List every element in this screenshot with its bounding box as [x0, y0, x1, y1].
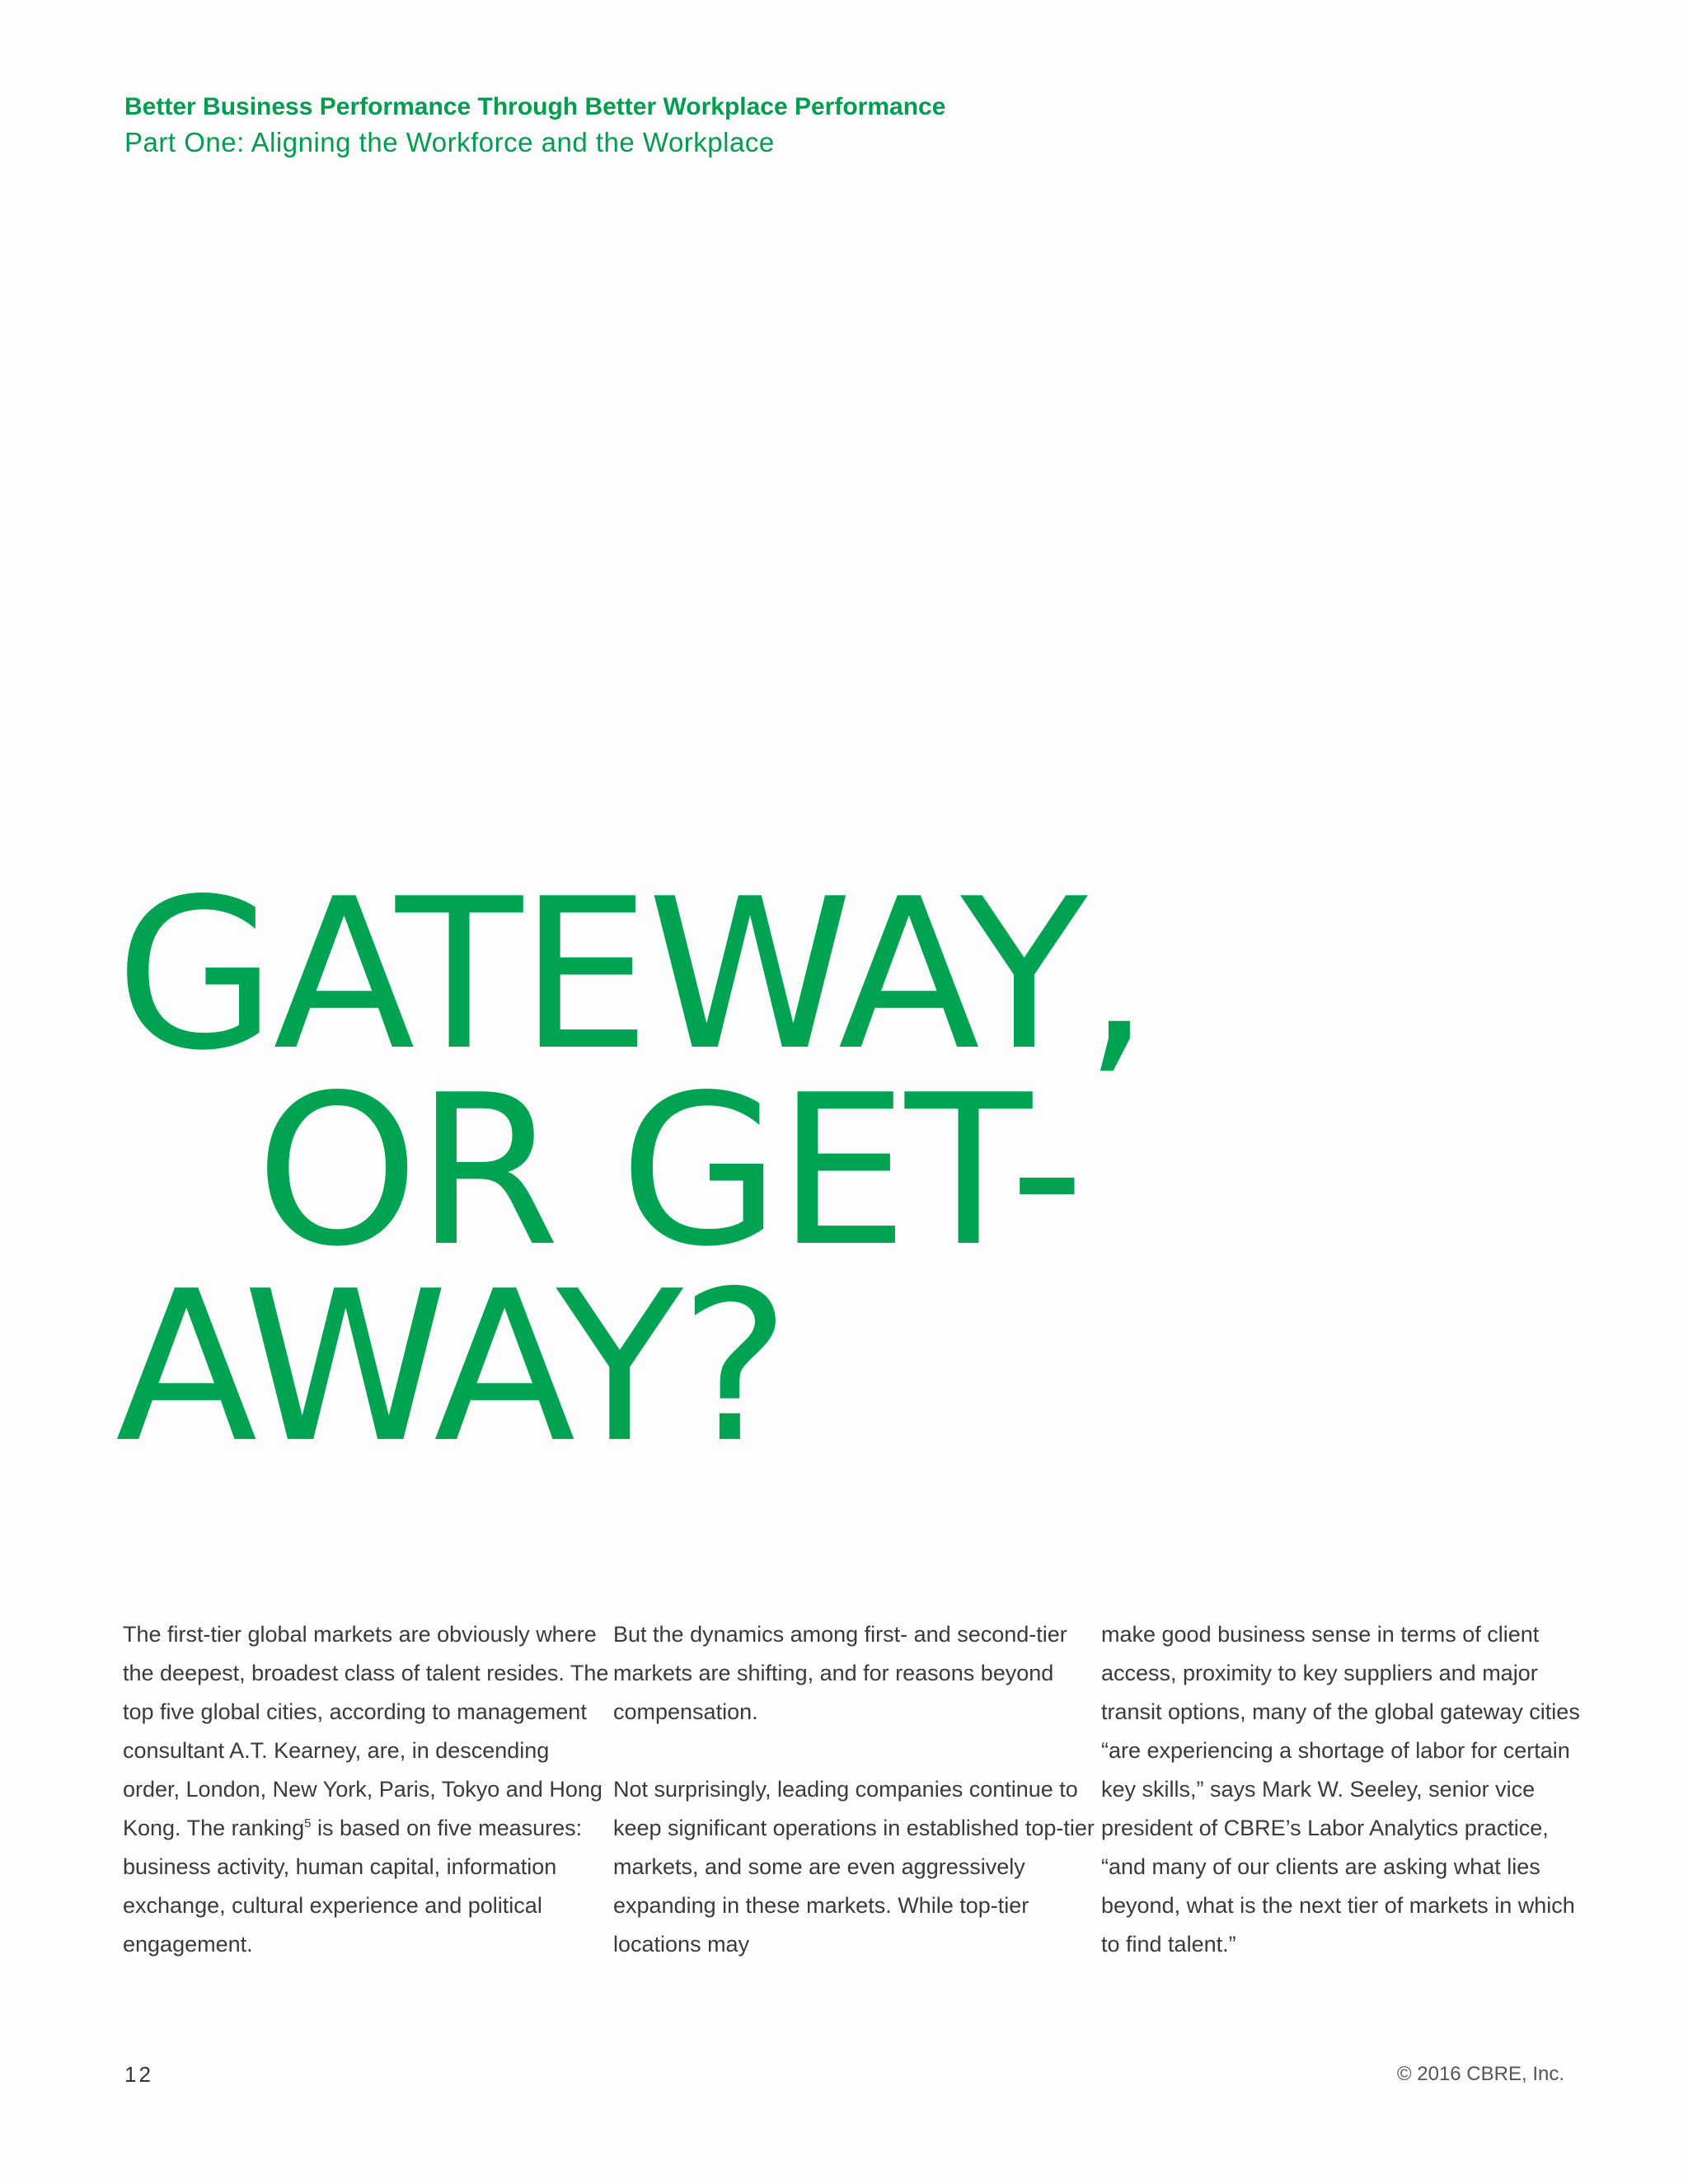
- column-3-paragraph-1: make good business sense in terms of client access, proximity to key suppliers and major transit options, many of the global gateway cities “are experiencing a shortage of labor for certain key skills,” says Mark W. Seeley, senior vice president of CBRE’s Labor Analytics practice, “and many of our clients are asking what lies beyond, what is the next tier of markets in which to find talent.”: [1101, 1622, 1580, 1957]
- page-number: 12: [124, 2062, 153, 2087]
- body-column-3: [1101, 1615, 1587, 1964]
- column-2-paragraph-2: Not surprisingly, leading companies continue to keep significant operations in established top-tier markets, and some are even aggressively expanding in these markets. While top-tier locations may: [613, 1777, 1095, 1957]
- headline-line-1: GATEWAY,: [115, 855, 1147, 1096]
- column-1-paragraph-1: [123, 1615, 609, 1964]
- col1-text-b: is based on five measures: business activity, human capital, information exchange, cultural experience and political engagement.: [123, 1816, 583, 1957]
- col1-text-a: The first-tier global markets are obviously where the deepest, broadest class of talent resides. The top five global cities, according to management consultant A.T. Kearney, are, in descending order, London, New York, Paris, Tokyo and Hong Kong. The ranking: [123, 1622, 609, 1840]
- column-2-paragraph-1: But the dynamics among first- and second-tier markets are shifting, and for reasons beyond compensation.: [613, 1622, 1067, 1724]
- running-header-title: Better Business Performance Through Better Workplace Performance: [124, 93, 946, 120]
- running-header-subtitle: Part One: Aligning the Workforce and the Workplace: [124, 127, 775, 157]
- body-column-2: [613, 1615, 1100, 1964]
- footnote-reference: 5: [304, 1816, 312, 1830]
- headline: [115, 855, 1147, 1488]
- copyright-notice: © 2016 CBRE, Inc.: [1396, 2063, 1564, 2085]
- headline-line-3: AWAY?: [115, 1247, 787, 1488]
- body-column-1: [123, 1615, 609, 1964]
- headline-line-2: OR GET-: [256, 1051, 1081, 1292]
